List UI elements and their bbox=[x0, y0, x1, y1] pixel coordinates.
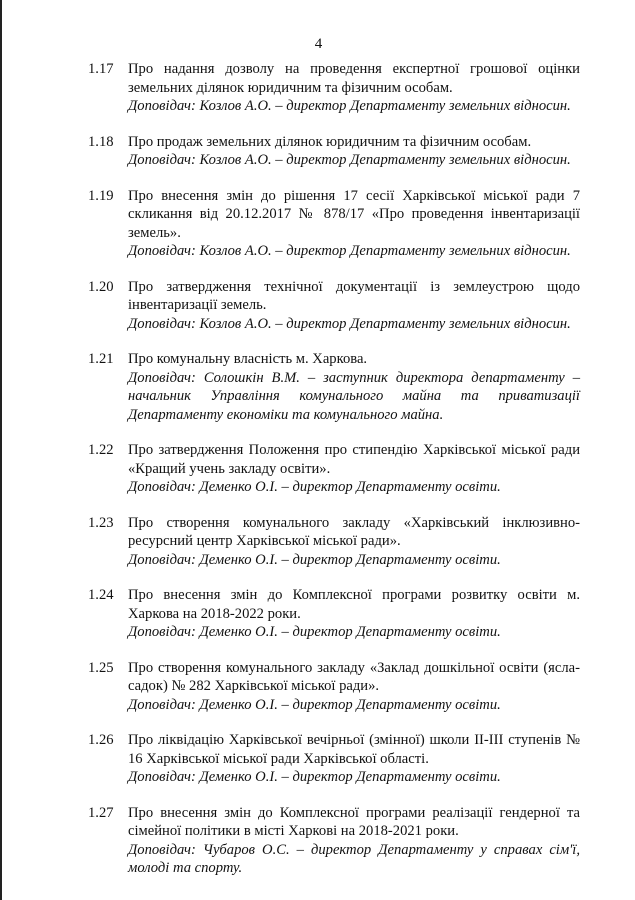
item-title: Про внесення змін до рішення 17 сесії Харківської міської ради 7 скликання від 20.12.2017 № 878/17 «Про проведення інвентаризації земель». bbox=[128, 187, 580, 241]
item-title: Про продаж земельних ділянок юридичним та фізичним особам. bbox=[128, 133, 532, 150]
agenda-item bbox=[88, 731, 580, 787]
item-number: 1.22 bbox=[88, 442, 114, 458]
item-number: 1.27 bbox=[88, 804, 114, 821]
item-title: Про комунальну власність м. Харкова. bbox=[128, 351, 368, 367]
item-content bbox=[128, 350, 580, 424]
item-content bbox=[128, 514, 580, 570]
item-content bbox=[128, 133, 580, 170]
item-content bbox=[128, 586, 580, 642]
item-number: 1.18 bbox=[88, 133, 114, 150]
agenda-item bbox=[88, 586, 580, 642]
item-speaker: Доповідач: Козлов А.О. – директор Департаменту земельних відносин. bbox=[128, 152, 571, 168]
item-number: 1.19 bbox=[88, 187, 114, 204]
agenda-item bbox=[88, 133, 580, 170]
item-number: 1.17 bbox=[88, 61, 114, 77]
agenda-list bbox=[88, 60, 580, 895]
item-speaker: Доповідач: Деменко О.І. – директор Департаменту освіти. bbox=[128, 551, 501, 568]
agenda-item bbox=[88, 60, 580, 116]
item-number: 1.21 bbox=[88, 351, 114, 367]
item-speaker: Доповідач: Козлов А.О. – директор Департаменту земельних відносин. bbox=[128, 315, 571, 332]
item-number: 1.20 bbox=[88, 278, 114, 295]
item-speaker: Доповідач: Чубаров О.С. – директор Департаменту у справах сім'ї, молоді та спорту. bbox=[128, 841, 580, 876]
item-title: Про створення комунального закладу «Заклад дошкільної освіти (ясла-садок) № 282 Харківської міської ради». bbox=[128, 659, 580, 694]
item-content bbox=[128, 187, 580, 261]
item-number: 1.25 bbox=[88, 659, 114, 676]
item-speaker: Доповідач: Деменко О.І. – директор Департаменту освіти. bbox=[128, 624, 501, 640]
item-content bbox=[128, 804, 580, 878]
agenda-item bbox=[88, 514, 580, 570]
agenda-item bbox=[88, 350, 580, 424]
item-title: Про внесення змін до Комплексної програми реалізації гендерної та сімейної політики в місті Харкові на 2018-2021 роки. bbox=[128, 804, 580, 839]
item-number: 1.24 bbox=[88, 587, 114, 603]
item-title: Про затвердження Положення про стипендію Харківської міської ради «Кращий учень закладу освіти». bbox=[128, 442, 580, 477]
item-speaker: Доповідач: Деменко О.І. – директор Департаменту освіти. bbox=[128, 479, 501, 495]
agenda-item bbox=[88, 659, 580, 715]
item-content bbox=[128, 441, 580, 497]
item-number: 1.26 bbox=[88, 732, 114, 748]
item-speaker: Доповідач: Деменко О.І. – директор Департаменту освіти. bbox=[128, 696, 501, 713]
item-title: Про створення комунального закладу «Харківський інклюзивно-ресурсний центр Харківської міської ради». bbox=[128, 514, 580, 549]
item-title: Про ліквідацію Харківської вечірньої (змінної) школи ІІ-ІІІ ступенів № 16 Харківської міської ради Харківської області. bbox=[128, 732, 580, 767]
agenda-item bbox=[88, 804, 580, 878]
item-speaker: Доповідач: Козлов А.О. – директор Департаменту земельних відносин. bbox=[128, 98, 571, 114]
item-content bbox=[128, 731, 580, 787]
item-content bbox=[128, 278, 580, 334]
item-title: Про внесення змін до Комплексної програми розвитку освіти м. Харкова на 2018-2022 роки. bbox=[128, 587, 580, 622]
item-speaker: Доповідач: Козлов А.О. – директор Департаменту земельних відносин. bbox=[128, 243, 571, 259]
item-content bbox=[128, 60, 580, 116]
item-content bbox=[128, 659, 580, 715]
item-title: Про надання дозволу на проведення експертної грошової оцінки земельних ділянок юридичним та фізичним особам. bbox=[128, 61, 580, 96]
item-speaker: Доповідач: Деменко О.І. – директор Департаменту освіти. bbox=[128, 769, 501, 785]
agenda-item bbox=[88, 187, 580, 261]
item-number: 1.23 bbox=[88, 514, 114, 531]
page-number: 4 bbox=[314, 36, 323, 52]
agenda-item bbox=[88, 441, 580, 497]
item-speaker: Доповідач: Солошкін В.М. – заступник директора департаменту – начальник Управління комунального майна та приватизації Департаменту економіки та комунального майна. bbox=[128, 369, 580, 423]
agenda-item bbox=[88, 278, 580, 334]
item-title: Про затвердження технічної документації із землеустрою щодо інвентаризації земель. bbox=[128, 278, 580, 313]
